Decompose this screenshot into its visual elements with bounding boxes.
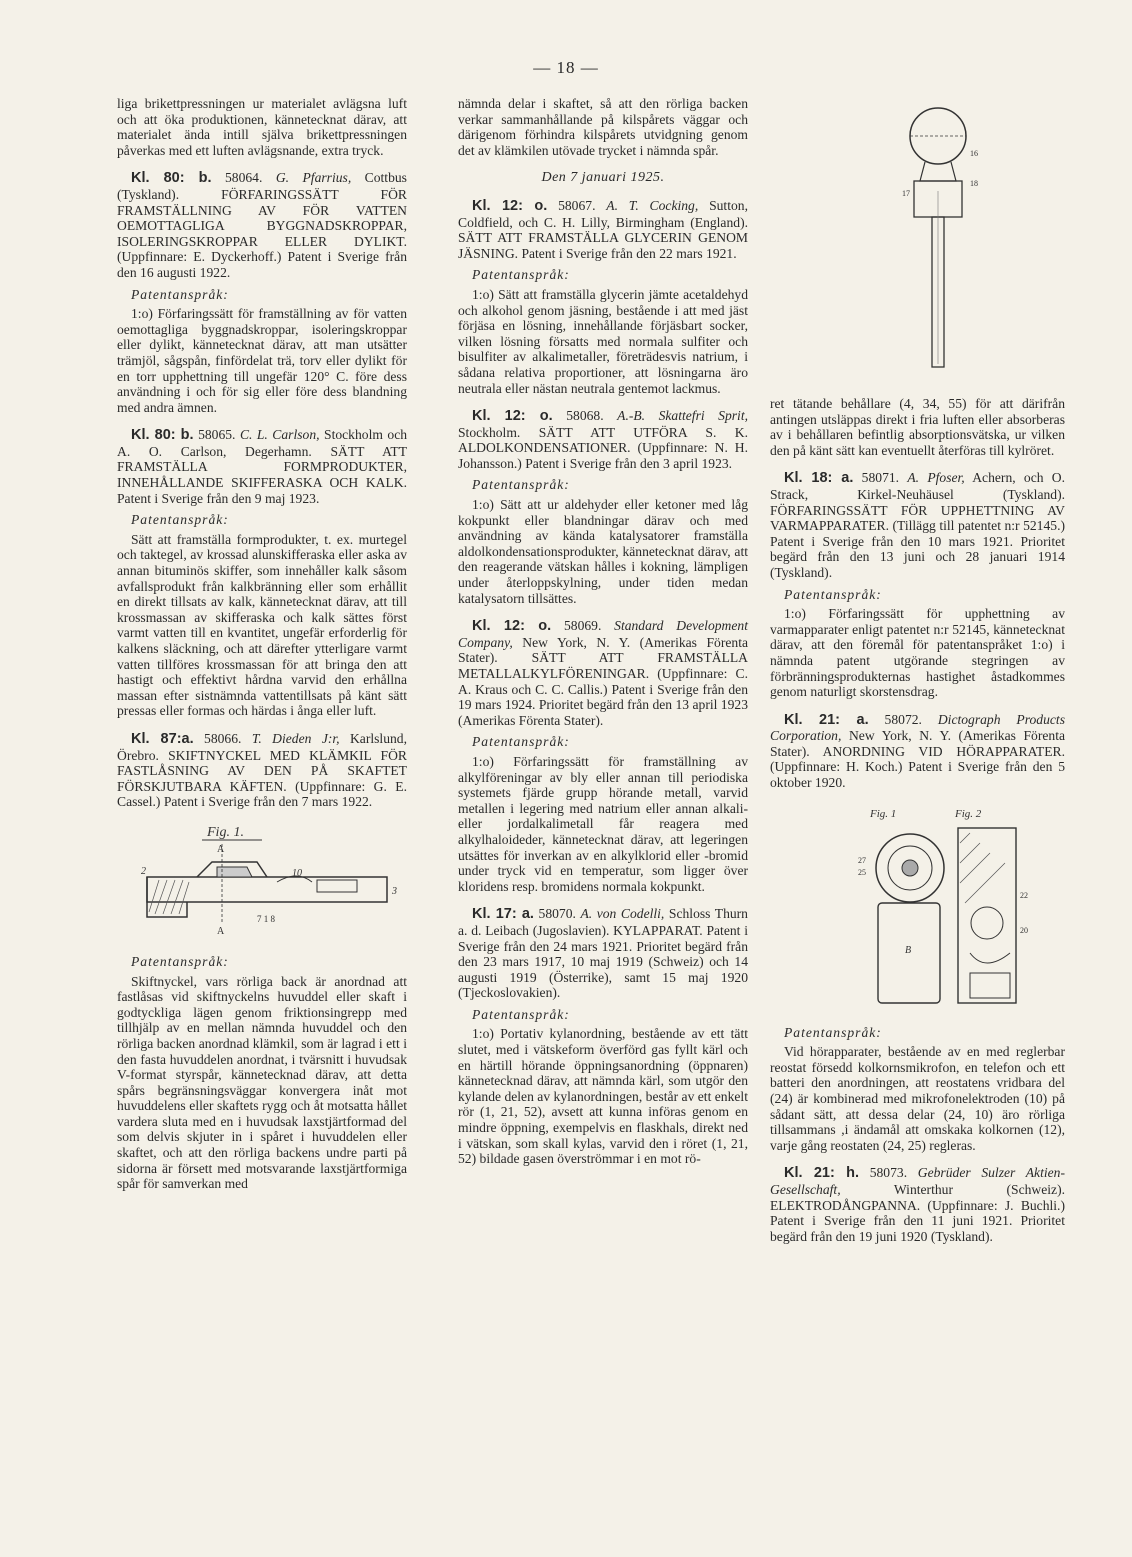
claim-text: Skiftnyckel, vars rörliga back är anordnad att fastlåsas vid skiftnyckelns huvuddel eller skaft i godtyckliga lägen genom friktionsingrepp med tillhjälp av en mellan nämnda huvuddel och den rörliga backen anordnad klämkil, som är lagrad i ett i den fasta huvuddelen anordnat, i tvärsnitt i huvudsak V-format styrspår, kännetecknad därav, att detta spårs begränsningsväggar konvergera inåt mot huvuddelens eller skaftets rygg och åt motsatta hållet vardera sluta med en i huvudsak laxstjärtformad del som delvis skjuter in i spåret i huvuddelen eller skaftet, och att den rörliga backens undre parti på sidorna är försett med motsvarande laxstjärtformiga spår för samverkan med bbox=[117, 973, 407, 1192]
svg-text:10: 10 bbox=[292, 867, 302, 879]
hearing-aid-drawing bbox=[770, 803, 1065, 1013]
svg-text:25: 25 bbox=[858, 867, 866, 877]
applicant-name: T. Dieden J:r, bbox=[251, 730, 340, 746]
entry-text: Sutton, Coldfield, och C. H. Lilly, Birmingham (England). SÄTT ATT FRAMSTÄLLA GLYCERIN GENOM JÄSNING. Patent i Sverige från den 22 mars 1921. bbox=[458, 197, 748, 261]
patent-number: 58067. bbox=[558, 197, 596, 213]
applicant-name: A. T. Cocking, bbox=[606, 197, 699, 213]
column-3 bbox=[770, 96, 1065, 1246]
column-3-intro: ret tätande behållare (4, 34, 55) för att därifrån antingen utsläppas direkt i fria luften eller absorberas av i behållaren befintlig absorptionsvätska, ur vilken den på känt sätt kan eventuellt återföras till kylröret. bbox=[770, 396, 1065, 458]
page-number: — 18 — bbox=[533, 58, 599, 77]
applicant-name: Dictograph Products Corporation, bbox=[770, 711, 1065, 744]
entry-text: Karlslund, Örebro. SKIFTNYCKEL MED KLÄMKIL FÖR FASTLÅSNING AV DEN PÅ SKAFTET FÖRSKJUTBARA KÄFTEN. (Uppfinnare: G. E. Cassel.) Patent i Sverige från den 7 mars 1922. bbox=[117, 730, 407, 810]
patent-entry-58068 bbox=[458, 408, 748, 606]
svg-text:17: 17 bbox=[902, 189, 910, 198]
claim-label: Patentanspråk: bbox=[472, 734, 570, 750]
claim-label: Patentanspråk: bbox=[784, 586, 882, 602]
patent-entry-58070 bbox=[458, 906, 748, 1167]
column-2-intro: nämnda delar i skaftet, så att den rörliga backen verkar sammanhållande på kilspårets väggar och därigenom förhindra kilspårets utvidgning genom det av klämkilen utövade trycket i nämnda spår. bbox=[458, 96, 748, 158]
class-label: Kl. 80: b. bbox=[131, 427, 194, 444]
class-label: Kl. 12: o. bbox=[472, 408, 553, 425]
patent-entry-58065 bbox=[117, 427, 407, 719]
class-label: Kl. 18: a. bbox=[784, 470, 854, 487]
column-1 bbox=[117, 96, 407, 1194]
column-1-intro: liga brikettpressningen ur materialet avlägsna luft och att öka produktionen, kännetecknat därav, att materialet ända intill själva brikettpressningen påverkas med ett luften avlägsnande, extra tryck. bbox=[117, 96, 407, 158]
entry-heading bbox=[117, 170, 407, 280]
entry-text: Stockholm och A. O. Carlson, Degerhamn. SÄTT ATT FRAMSTÄLLA FORMPRODUKTER, INNEHÅLLANDE SKIFFERASKA OCH KALK. Patent i Sverige från den 9 maj 1923. bbox=[117, 427, 408, 506]
svg-text:A: A bbox=[217, 925, 225, 937]
class-label: Kl. 21: h. bbox=[784, 1165, 860, 1182]
svg-text:20: 20 bbox=[1020, 925, 1028, 935]
column-2 bbox=[458, 96, 748, 1169]
claim-label: Patentanspråk: bbox=[131, 953, 229, 969]
patent-number: 58073. bbox=[869, 1165, 908, 1181]
figure-label-2: Fig. 2 bbox=[955, 807, 982, 820]
patent-entry-58066 bbox=[117, 731, 407, 1192]
applicant-name: A. Pfoser, bbox=[907, 470, 965, 486]
entry-heading bbox=[458, 618, 748, 728]
claim-label: Patentanspråk: bbox=[784, 1024, 882, 1040]
patent-entry-58072 bbox=[770, 712, 1065, 1154]
entry-text: New York, N. Y. (Amerikas Förenta Stater). ANORDNING VID HÖRAPPARATER. (Uppfinnare: H. Koch.) Patent i Sverige från den 5 oktober 1920. bbox=[770, 728, 1066, 791]
svg-text:18: 18 bbox=[970, 179, 978, 188]
svg-text:27: 27 bbox=[858, 855, 866, 865]
svg-text:A: A bbox=[217, 843, 225, 855]
patent-number: 58072. bbox=[884, 711, 922, 727]
entry-text: Achern, och O. Strack, Kirkel-Neuhäusel (Tyskland). FÖRFARINGSSÄTT FÖR UPPHETTNING AV VARMAPPARATER. (Tillägg till patentet n:r 52145.) Patent i Sverige från den 10 mars 1921. Prioritet begärd från den 13 juni och 28 januari 1914 (Tyskland). bbox=[770, 470, 1066, 580]
figure-label: Fig. 1. bbox=[207, 824, 244, 840]
entry-heading bbox=[770, 1165, 1065, 1244]
svg-text:3: 3 bbox=[392, 885, 397, 897]
cooling-tube-figure bbox=[770, 96, 1065, 386]
date-heading: Den 7 januari 1925. bbox=[541, 170, 665, 186]
entry-heading bbox=[770, 470, 1065, 580]
applicant-name: G. Pfarrius, bbox=[275, 170, 352, 186]
applicant-name: Standard Development Company, bbox=[458, 618, 748, 650]
svg-text:7 1 8: 7 1 8 bbox=[257, 913, 275, 924]
svg-text:2: 2 bbox=[141, 865, 146, 877]
figure-label-1: Fig. 1 bbox=[870, 807, 897, 820]
entry-heading bbox=[458, 198, 748, 261]
patent-number: 58066. bbox=[204, 730, 242, 746]
wrench-figure bbox=[117, 822, 407, 942]
entry-text: New York, N. Y. (Amerikas Förenta Stater). SÄTT ATT FRAMSTÄLLA METALLALKYLFÖRENINGAR. (Uppfinnare: C. A. Kraus och C. C. Callis.) Patent i Sverige från den 19 mars 1924. Prioritet begärd från den 13 april 1923 (Amerikas Förenta Stater). bbox=[458, 634, 749, 728]
patent-entry-58067 bbox=[458, 198, 748, 396]
claim-text: 1:o) Förfaringssätt för framställning av alkylföreningar av bly eller annan till periodiska systemets fjärde grupp hörande metall, varvid metallen i legering med natrium eller annan alkali- eller jordalkalimetall får reagera med alkylhaloideder, kännetecknat därav, att legeringen utsättes för inverkan av en alkylklorid eller -bromid under tryck vid en temperatur, som ligger över kloridens resp. bromidens normala kokpunkt. bbox=[458, 753, 748, 894]
patent-number: 58069. bbox=[563, 618, 602, 634]
svg-text:16: 16 bbox=[970, 149, 978, 158]
claim-label: Patentanspråk: bbox=[472, 267, 570, 283]
class-label: Kl. 17: a. bbox=[472, 906, 534, 923]
claim-label: Patentanspråk: bbox=[472, 477, 570, 493]
patent-entry-58069 bbox=[458, 618, 748, 894]
claim-label: Patentanspråk: bbox=[131, 512, 229, 528]
patent-number: 58065. bbox=[198, 427, 236, 443]
applicant-name: C. L. Carlson, bbox=[239, 427, 320, 443]
entry-text: Schloss Thurn a. d. Leibach (Jugoslavien). KYLAPPARAT. Patent i Sverige från den 24 mars 1921. Prioritet begärd från den 23 mars 1917, 10 maj 1919 (Schweiz) och 14 augusti 1919 (Österrike), samt 15 maj 1920 (Tjeckoslovakien). bbox=[458, 906, 748, 1001]
claim-label: Patentanspråk: bbox=[472, 1006, 570, 1022]
patent-entry-58073 bbox=[770, 1165, 1065, 1244]
entry-heading bbox=[770, 712, 1065, 791]
entry-text: Stockholm. SÄTT ATT UTFÖRA S. K. ALDOLKONDENSATIONER. (Uppfinnare: N. H. Johansson.) Patent i Sverige från den 3 april 1923. bbox=[458, 424, 748, 471]
patent-number: 58068. bbox=[566, 408, 604, 424]
claim-text: Vid hörapparater, bestående av en med reglerbar reostat försedd kolkornsmikrofon, en telefon och ett batteri den anordningen, att reostatens vridbara del (24) är kombinerad med mikrofonelektroden (10) på sådant sätt, att dessa delar (24, 10) äro rörliga tillsammans ,i ändamål att omskaka kolkornen (12), varje gång reostaten (24, 25) regleras. bbox=[770, 1044, 1065, 1153]
claim-text: 1:o) Sätt att ur aldehyder eller ketoner med låg kokpunkt eller blandningar därav och med användning av kända katalysatorer framställa aldolkondensationsprodukter, kännetecknat därav, att den reagerande vätskan hålles i kokning, lämpligen under återloppskylning, under tiden medan katalysatorn tillsättes. bbox=[458, 497, 748, 606]
applicant-name: A. von Codelli, bbox=[580, 906, 665, 922]
class-label: Kl. 21: a. bbox=[784, 711, 869, 728]
claim-text: 1:o) Portativ kylanordning, bestående av ett tätt slutet, med i vätskeform överförd gas fyllt kärl och en härtill hörande öppningsanordning (öppnaren) kännetecknad därav, att nämnda kärl, som utgör den kylande delen av kylanordningen, består av ett enkelt rör (1, 21, 52), avsett att kunna införas genom en mindre öppning, exempelvis en flaskhals, direkt ned i vätskan, som skall kylas, varvid den i röret (1, 21, 52) bildade gasen överströmmar i en mot rö- bbox=[458, 1026, 748, 1167]
claim-text: Sätt att framställa formprodukter, t. ex. murtegel och taktegel, av krossad alunskifferaska eller aska av annan bituminös skiffer, som innehåller kalk såsom avfallsprodukt från kalkbränning eller som erhållit en direkt tillsats av kalk, kännetecknat därav, att till krossmassan av skifferaska och kalk sättes först varmt vatten till en kvantitet, ungefär erforderlig för kalkens släckning, och att därefter ytterligare varmt vatten tillföres krossmassan för att bringa den att hastigt och effektivt hårdna varvid den erhållna massan efter sistnämnda vattentillsats på känt sätt pressas eller formas och härdas i ånga eller luft. bbox=[117, 531, 407, 719]
entry-heading bbox=[117, 731, 407, 810]
claim-text: 1:o) Förfaringssätt för upphettning av varmapparater enligt patentet n:r 52145, kännetecknat därav, att den föremål för patentanspråket 1:o) i nämnda patent utgörande stegringen av förbränningsprodukternas hastighet åstadkommes genom naturligt skorstensdrag. bbox=[770, 606, 1065, 700]
entry-heading bbox=[117, 427, 407, 506]
patent-number: 58064. bbox=[224, 170, 263, 186]
cooling-tube-drawing bbox=[770, 96, 1065, 386]
svg-text:22: 22 bbox=[1020, 890, 1028, 900]
patent-entry-58071 bbox=[770, 470, 1065, 699]
class-label: Kl. 12: o. bbox=[472, 197, 548, 214]
applicant-name: A.-B. Skattefri Sprit, bbox=[617, 408, 749, 424]
svg-text:B: B bbox=[905, 944, 912, 956]
entry-text: Cottbus (Tyskland). FÖRFARINGSSÄTT FÖR FRAMSTÄLLNING AV FÖR VATTEN OEMOTTAGLIGA BYGGNADSKROPPAR, ISOLERINGSKROPPAR ELLER DYLIKT. (Uppfinnare: E. Dyckerhoff.) Patent i Sverige från den 16 augusti 1922. bbox=[117, 170, 407, 280]
entry-heading bbox=[458, 408, 748, 471]
class-label: Kl. 87:a. bbox=[131, 730, 194, 747]
applicant-name: Gebrüder Sulzer Aktien-Gesellschaft, bbox=[770, 1165, 1065, 1197]
claim-text: 1:o) Sätt att framställa glycerin jämte acetaldehyd och alkohol genom jäsning, bestående i att med jäst förjäsa en lösning, innehållande förjäsbart socker, vilken lösning försatts med normala sulfiter och bisulfiter av alkalimetaller, företrädesvis natrium, i sådana relativa proportioner, att lösningarna äro neutrala eller nästan neutrala gentemot lackmus. bbox=[458, 286, 748, 396]
class-label: Kl. 12: o. bbox=[472, 618, 552, 635]
hearing-aid-figure bbox=[770, 803, 1065, 1013]
class-label: Kl. 80: b. bbox=[131, 170, 212, 187]
entry-text: Winterthur (Schweiz). ELEKTRODÅNGPANNA. (Uppfinnare: J. Buchli.) Patent i Sverige från den 11 juni 1921. Prioritet begärd från den 19 juni 1920 (Tyskland). bbox=[770, 1182, 1066, 1244]
patent-number: 58071. bbox=[861, 470, 900, 486]
claim-label: Patentanspråk: bbox=[131, 286, 229, 302]
entry-heading bbox=[458, 906, 748, 1001]
wrench-drawing bbox=[117, 822, 407, 942]
patent-entry-58064 bbox=[117, 170, 407, 415]
claim-text: 1:o) Förfaringssätt för framställning av för vatten oemottagliga byggnadskroppar, isoleringskroppar eller dylikt, kännetecknat därav, att man utsätter trämjöl, sågspån, finfördelat trä, torv eller dylikt för en torr upphettning till ungefär 120° C. före dess användning i och för sig eller före dess blandning med andra ämnen. bbox=[117, 306, 407, 415]
patent-number: 58070. bbox=[538, 906, 576, 922]
